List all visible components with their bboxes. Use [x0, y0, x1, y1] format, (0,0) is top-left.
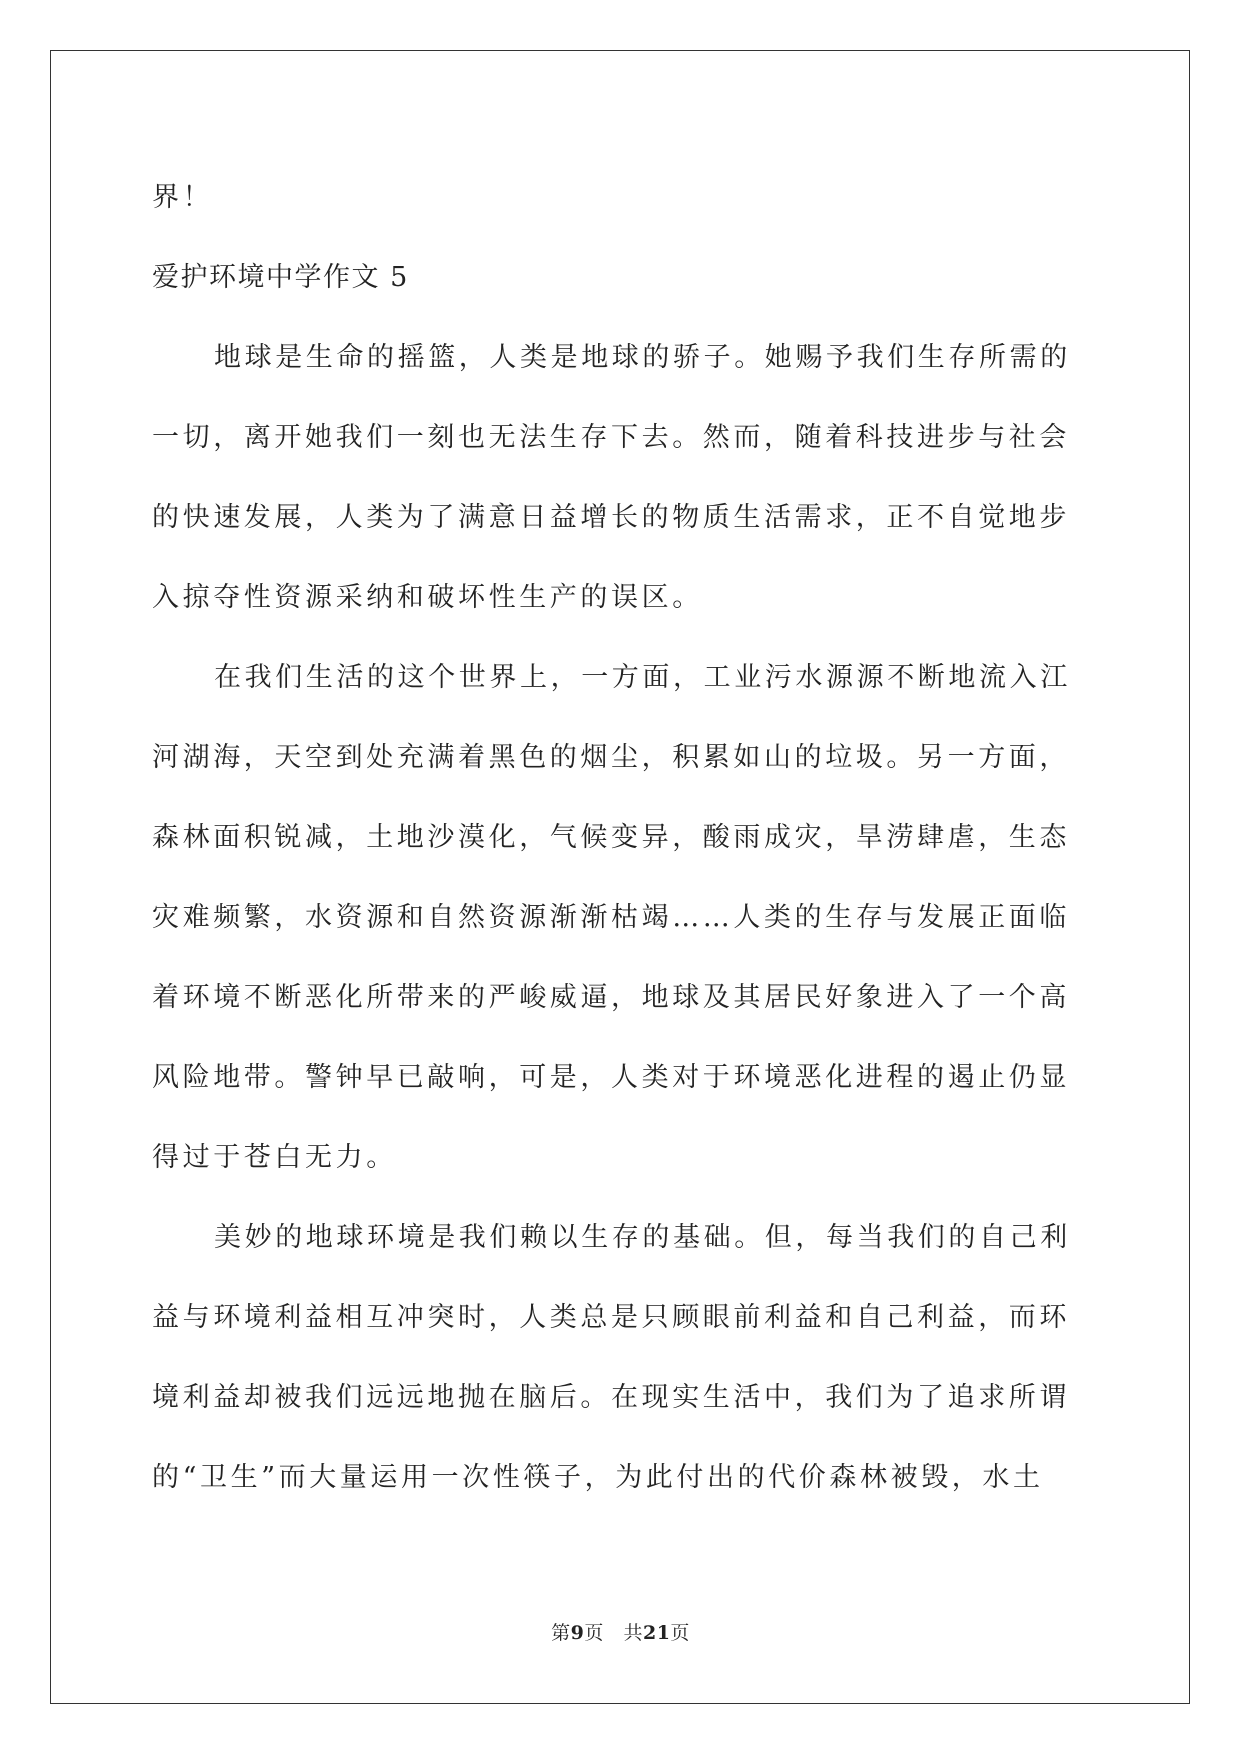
footer-page-unit: 页 — [584, 1622, 604, 1644]
paragraph-3-line-1: 美妙的地球环境是我们赖以生存的基础。但，每当我们的自己利 — [214, 1222, 1071, 1253]
paragraph-3-line-2: 益与环境利益相互冲突时，人类总是只顾眼前利益和自己利益，而环 — [152, 1302, 1070, 1333]
paragraph-3-line-4: 的“卫生”而大量运用一次性筷子，为此付出的代价森林被毁，水土 — [152, 1462, 1044, 1493]
paragraph-2-line-6: 风险地带。警钟早已敲响，可是，人类对于环境恶化进程的遏止仍显 — [152, 1062, 1070, 1093]
paragraph-1-line-4: 入掠夺性资源采纳和破坏性生产的误区。 — [152, 582, 703, 613]
paragraph-1-line-3: 的快速发展，人类为了满意日益增长的物质生活需求，正不自觉地步 — [152, 502, 1070, 533]
footer-prefix: 第 — [551, 1622, 571, 1644]
footer-total-prefix: 共 — [623, 1622, 643, 1644]
paragraph-3-line-3: 境利益却被我们远远地抛在脑后。在现实生活中，我们为了追求所谓 — [152, 1382, 1070, 1413]
paragraph-1-line-1: 地球是生命的摇篮，人类是地球的骄子。她赐予我们生存所需的 — [214, 342, 1071, 373]
paragraph-2-line-7: 得过于苍白无力。 — [152, 1142, 397, 1173]
paragraph-2-line-3: 森林面积锐减，土地沙漠化，气候变异，酸雨成灾，旱涝肆虐，生态 — [152, 822, 1070, 853]
text-line-continuation: 界！ — [152, 182, 214, 213]
paragraph-2-line-1: 在我们生活的这个世界上，一方面，工业污水源源不断地流入江 — [214, 662, 1071, 693]
total-pages: 21 — [642, 1622, 671, 1644]
paragraph-1-line-2: 一切，离开她我们一刻也无法生存下去。然而，随着科技进步与社会 — [152, 422, 1070, 453]
page-footer — [0, 1618, 1241, 1645]
footer-total-unit: 页 — [670, 1622, 690, 1644]
page-number: 9 — [570, 1622, 585, 1644]
paragraph-2-line-4: 灾难频繁，水资源和自然资源渐渐枯竭……人类的生存与发展正面临 — [152, 902, 1070, 933]
essay-title: 爱护环境中学作文 5 — [152, 262, 409, 293]
document-body — [152, 158, 1088, 1518]
paragraph-2-line-5: 着环境不断恶化所带来的严峻威逼，地球及其居民好象进入了一个高 — [152, 982, 1070, 1013]
paragraph-2-line-2: 河湖海，天空到处充满着黑色的烟尘，积累如山的垃圾。另一方面， — [152, 742, 1070, 773]
